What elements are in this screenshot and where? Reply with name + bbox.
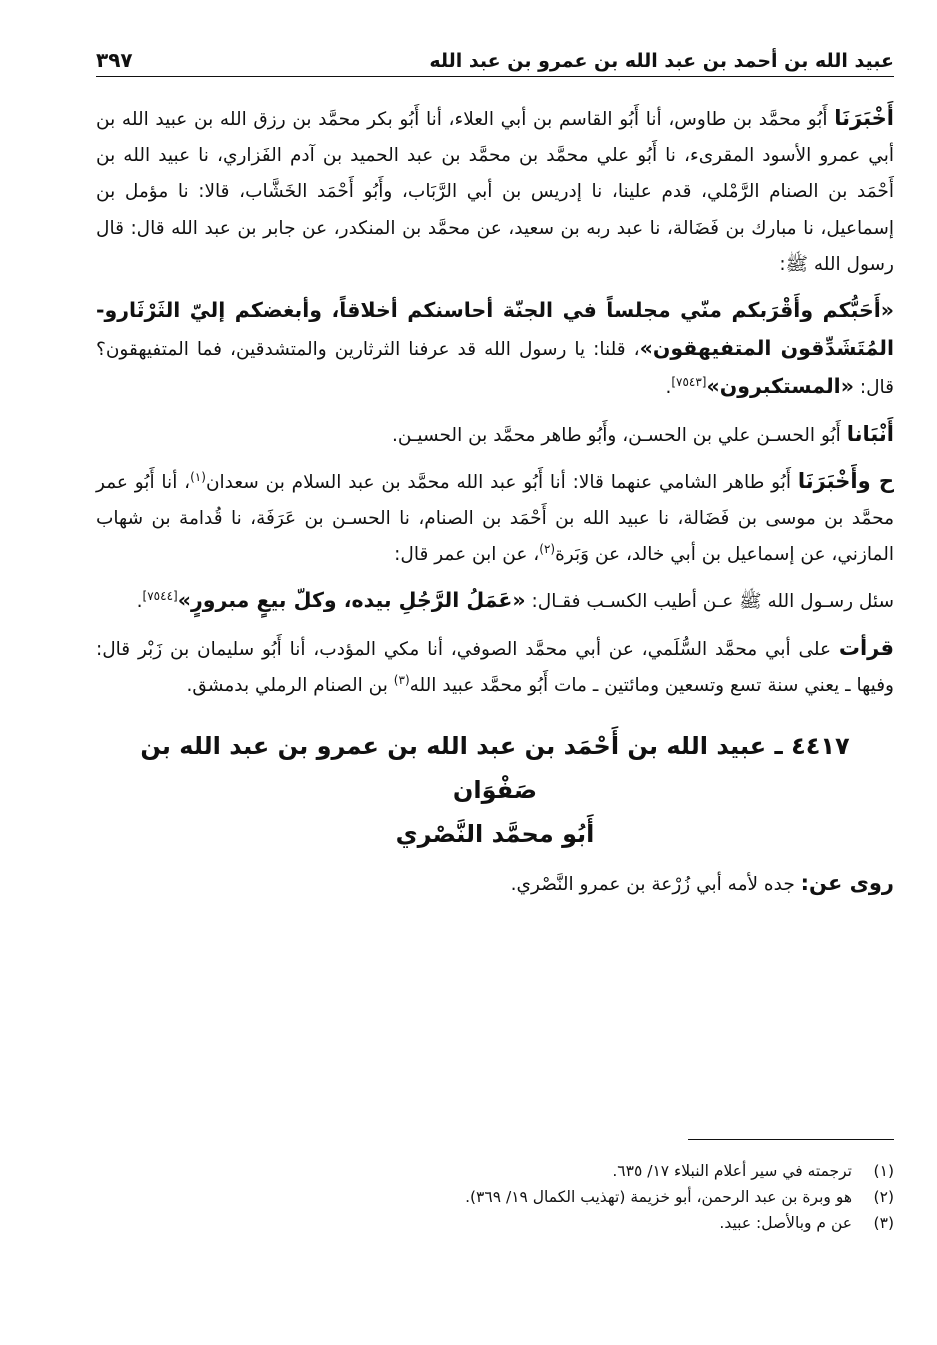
page-number: ٣٩٧ xyxy=(96,48,133,72)
entry-heading-line-2: أَبُو محمَّد النَّصْري xyxy=(395,820,595,849)
hadith-quote: «المستكبرون» xyxy=(706,374,854,399)
isnad-text: ، أنا أَبُو عمر محمَّد بن موسى بن فَضَالة، نا عبيد الله بن أَحْمَد بن الصنام، نا الحسـن بن عَرَفَة، نا قُدامة بن شهاب المازني، عن إسماعيل بن أبي خالد، عن وَبَرة xyxy=(96,471,894,566)
transmission-term: أَنْبَانا xyxy=(846,421,894,446)
footnote-number: (٣) xyxy=(873,1214,894,1232)
footnotes xyxy=(96,1158,894,1236)
running-title: عبيد الله بن أحمد بن عبد الله بن عمرو بن عبد الله xyxy=(429,50,894,72)
footnote-marker-3: (٣) xyxy=(393,672,410,687)
isnad-text: بن الصنام الرملي بدمشق. xyxy=(186,674,394,696)
footnote-marker-2: (٢) xyxy=(539,542,556,557)
page-header xyxy=(96,38,894,72)
isnad-text: أَبُو محمَّد بن طاوس، أنا أَبُو القاسم بن أبي العلاء، أنا أَبُو بكر محمَّد بن رزق الله بن عبيد الله بن أبي عمرو الأسود المقرىء، نا أَبُو علي محمَّد بن محمَّد بن عبد الحميد بن آدم الفَزاري، نا عبيد الله بن أَحْمَد بن الصنام الرَّمْلي، قدم علينا، نا إدريس بن أبي الرَّبَاب، وأَبُو أَحْمَد الخَشَّاب، قالا: نا مؤمل بن إسماعيل، نا مبارك بن فَضَالة، نا عبد ربه بن سعيد، عن محمَّد بن المنكدر، عن جابر بن عبد الله قال: قال رسول الله ﷺ: xyxy=(96,109,894,275)
entry-heading xyxy=(96,724,894,856)
paragraph-3 xyxy=(96,416,894,454)
footnote-text: عن م وبالأصل: عبيد. xyxy=(719,1214,852,1232)
transmission-term: روى عن: xyxy=(800,871,894,896)
footnote xyxy=(96,1184,894,1210)
isnad-text: أَبُو طاهر الشامي عنهما قالا: أنا أَبُو عبد الله محمَّد بن عبد السلام بن سعدان xyxy=(205,471,798,493)
hadith-reference: [٧٥٤٣] xyxy=(671,375,707,390)
paragraph-4 xyxy=(96,463,894,574)
transmission-term: ح وأَخْبَرَنَا xyxy=(797,468,894,493)
narration-text: سئل رسـول الله ﷺ عـن أطيب الكسـب فقـال: xyxy=(525,591,894,613)
hadith-reference: [٧٥٤٤] xyxy=(142,589,178,604)
paragraph-6 xyxy=(96,630,894,704)
footnote xyxy=(96,1210,894,1236)
footnote-rule xyxy=(688,1139,894,1140)
transmission-term: أَخْبَرَنَا xyxy=(834,106,894,130)
footnote-text: هو وبرة بن عبد الرحمن، أبو خزيمة (تهذيب الكمال ١٩/ ٣٦٩). xyxy=(465,1188,852,1206)
footnote-number: (٢) xyxy=(873,1188,894,1206)
entry-heading-line-1: ٤٤١٧ ـ عبيد الله بن أَحْمَد بن عبد الله بن عمرو بن عبد الله بن صَفْوَان xyxy=(140,732,850,805)
isnad-text: على أبي محمَّد السُّلَمي، عن أبي محمَّد الصوفي، أنا مكي المؤدب، أنا أَبُو سليمان بن زَبْر قال: وفيها ـ يعني سنة تسع وتسعين ومائتين ـ مات أَبُو محمَّد عبيد الله xyxy=(96,638,894,696)
footnote-text: ترجمته في سير أعلام النبلاء ١٧/ ٦٣٥. xyxy=(612,1162,852,1180)
transmission-term: قرأت xyxy=(838,635,894,660)
narration-text: جده لأمه أبي زُرْعة بن عمرو النَّصْري. xyxy=(510,874,801,896)
footnote xyxy=(96,1158,894,1184)
hadith-text: «عَمَلُ الرَّجُلِ بيده، وكلّ بيعٍ مبرورٍ» xyxy=(177,588,526,613)
header-rule xyxy=(96,76,894,77)
paragraph-1 xyxy=(96,100,894,283)
hadith-text: «أَحَبُّكم وأَقْرَبكم منّي مجلساً في الجنّة أحاسنكم أخلاقاً، وأبغضكم إليّ الثَرْثَارو- المُتَشَدِّقون المتفيهقون» xyxy=(96,298,894,361)
footnote-marker-1: (١) xyxy=(190,469,206,484)
isnad-text: أَبُو الحسـن علي بن الحسـن، وأَبُو طاهر محمَّد بن الحسيـن. xyxy=(392,424,847,446)
paragraph-5: سئل رسـول الله ﷺ عـن أطيب الكسـب فقـال: «عَمَلُ الرَّجُلِ بيده، وكلّ بيعٍ مبرورٍ»[٧٥٤٤]. xyxy=(136,588,894,613)
main-text xyxy=(96,100,894,903)
paragraph-2: «أَحَبُّكم وأَقْرَبكم منّي مجلساً في الجنّة أحاسنكم أخلاقاً، وأبغضكم إليّ الثَرْثَارو- المُتَشَدِّقون المتفيهقون»، قلنا: يا رسول الله قد عرفنا الثرثارين والمتشدقين، فما المتفيهقون؟ قال: «المستكبرون»[٧٥٤٣]. xyxy=(96,298,894,399)
narration-text: ، قلنا: يا رسول الله قد عرفنا الثرثارين والمتشدقين، فما المتفيهقون؟ قال: xyxy=(96,339,894,399)
footnote-number: (١) xyxy=(873,1162,894,1180)
paragraph-7 xyxy=(96,865,894,903)
isnad-text: ، عن ابن عمر قال: xyxy=(394,544,540,566)
